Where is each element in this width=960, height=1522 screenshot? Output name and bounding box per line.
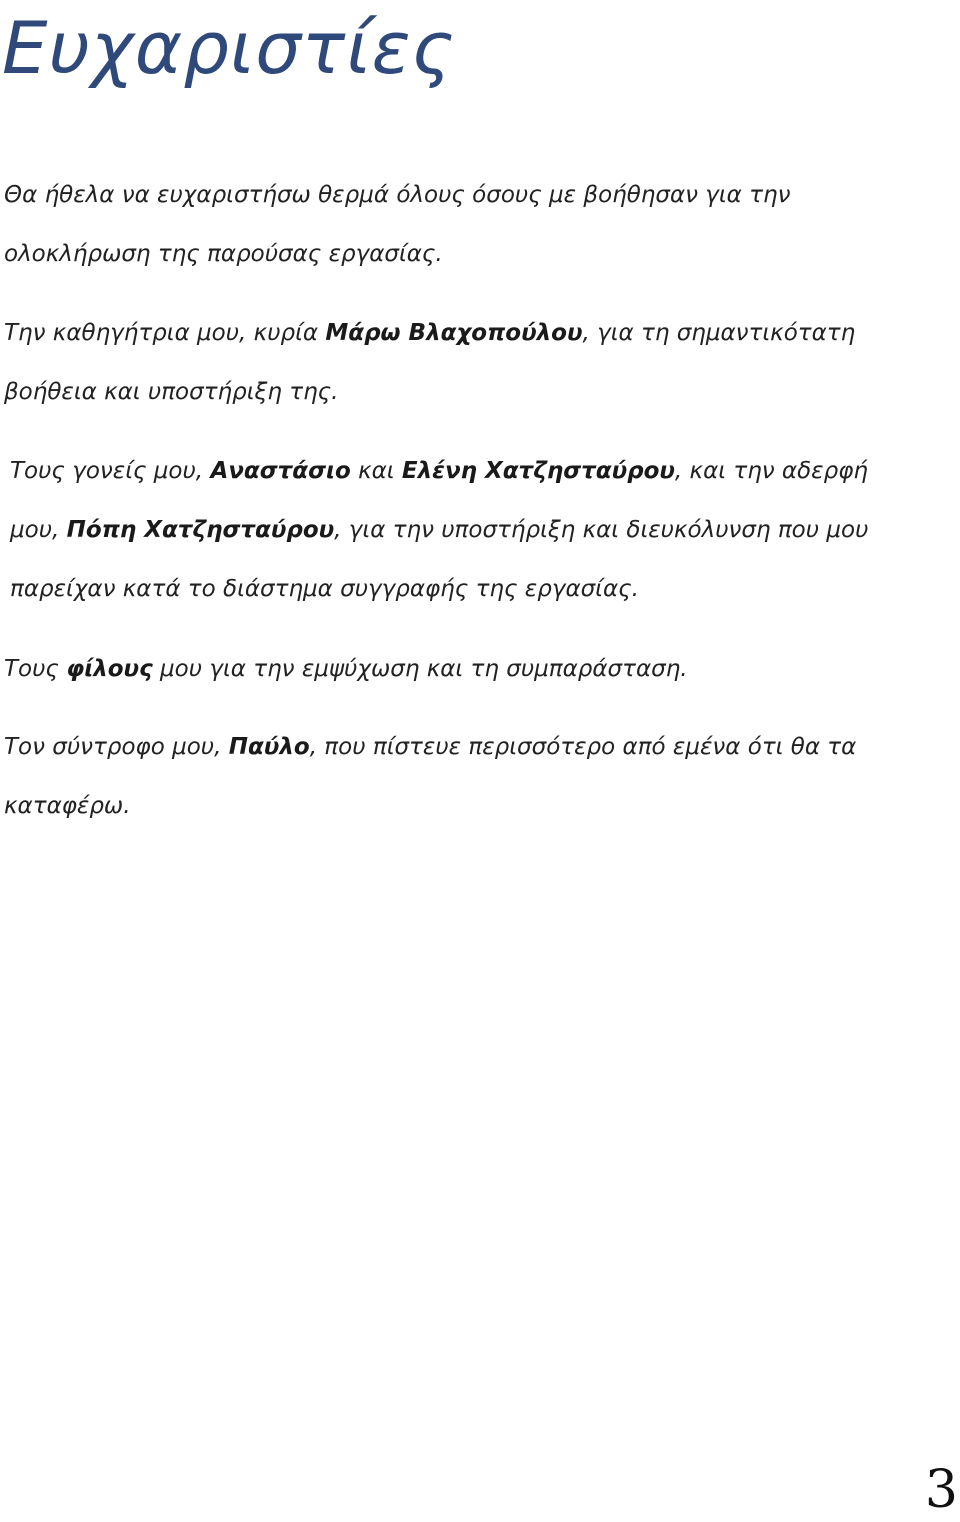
paragraph-thanks-family [10, 442, 910, 619]
page-title: Ευχαριστίες [2, 6, 455, 90]
professor-name: Μάρω Βλαχοπούλου [325, 320, 583, 346]
paragraph-text-before: Τους γονείς μου, [10, 458, 211, 484]
paragraph-thanks-intro [4, 166, 904, 284]
paragraph-text-before: Τους [4, 656, 67, 682]
paragraph-text-after: , που πίστευε περισσότερο από εμένα ότι θα τα καταφέρω. [4, 734, 857, 819]
mother-name: Ελένη Χατζησταύρου [401, 458, 675, 484]
paragraph-text-mid: και [350, 458, 402, 484]
paragraph-thanks-partner [4, 718, 904, 836]
paragraph-text-mid: , και την αδερφή μου, [10, 458, 868, 543]
paragraph-text: Θα ήθελα να ευχαριστήσω θερμά όλους όσους με βοήθησαν για την ολοκλήρωση της παρούσας εργασίας. [4, 182, 791, 267]
paragraph-thanks-professor [4, 304, 904, 422]
father-name: Αναστάσιο [210, 458, 351, 484]
paragraph-thanks-friends [4, 640, 904, 699]
paragraph-text-after: , για την υποστήριξη και διευκόλυνση που μου παρείχαν κατά το διάστημα συγγραφής της εργασίας. [10, 517, 869, 602]
paragraph-text-before: Την καθηγήτρια μου, κυρία [4, 320, 326, 346]
paragraph-text-after: μου για την εμψύχωση και τη συμπαράσταση. [152, 656, 688, 682]
page-number: 3 [924, 1460, 958, 1520]
sister-name: Πόπη Χατζησταύρου [66, 517, 335, 543]
paragraph-text-after: , για τη σημαντικότατη βοήθεια και υποστήριξη της. [4, 320, 856, 405]
partner-name: Παύλο [228, 734, 310, 760]
friends-word: φίλους [66, 656, 153, 682]
paragraph-text-before: Τον σύντροφο μου, [4, 734, 229, 760]
